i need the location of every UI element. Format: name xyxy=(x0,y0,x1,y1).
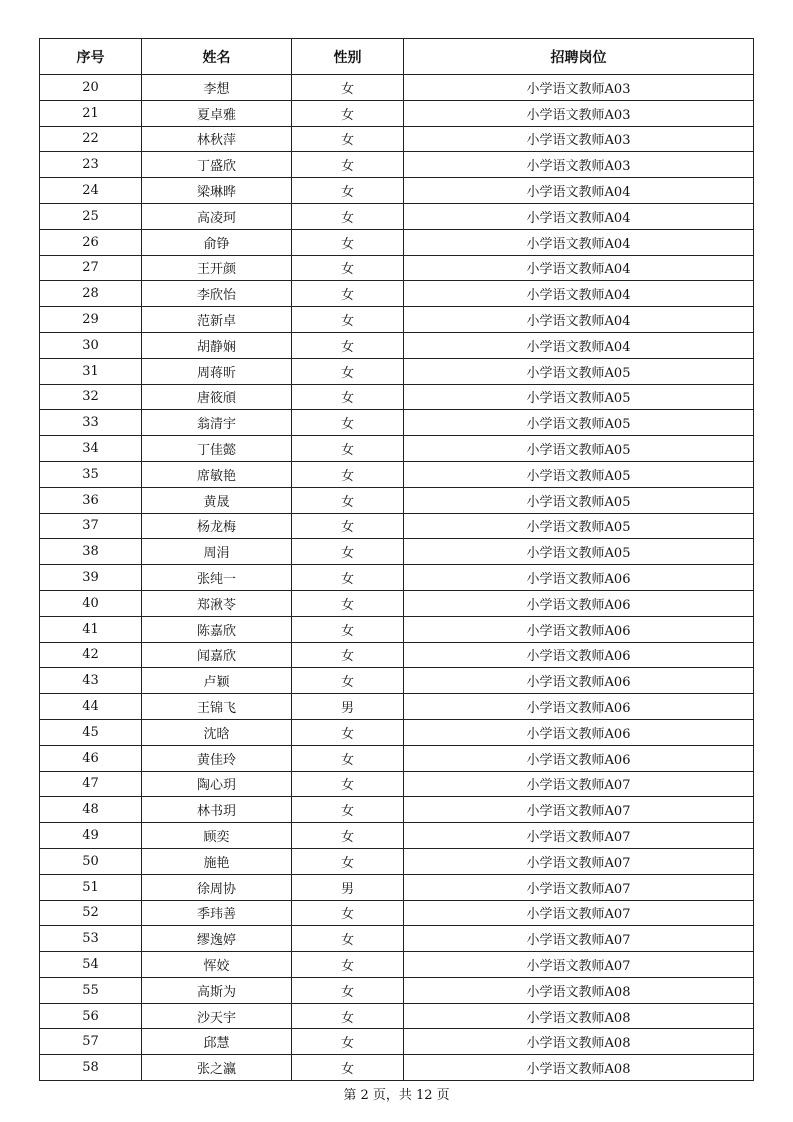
cell-name: 陶心玥 xyxy=(142,771,292,797)
cell-serial-number: 38 xyxy=(40,539,142,565)
cell-name: 林秋萍 xyxy=(142,126,292,152)
cell-position: 小学语文教师A07 xyxy=(404,952,754,978)
roster-table xyxy=(39,38,754,1081)
cell-gender: 女 xyxy=(292,513,404,539)
table-row xyxy=(40,1029,754,1055)
cell-gender: 女 xyxy=(292,952,404,978)
cell-name: 徐周协 xyxy=(142,874,292,900)
cell-gender: 女 xyxy=(292,1003,404,1029)
cell-serial-number: 47 xyxy=(40,771,142,797)
cell-position: 小学语文教师A03 xyxy=(404,100,754,126)
cell-name: 张之瀛 xyxy=(142,1055,292,1081)
cell-position: 小学语文教师A07 xyxy=(404,823,754,849)
cell-name: 林书玥 xyxy=(142,797,292,823)
cell-name: 郑湫苓 xyxy=(142,590,292,616)
cell-position: 小学语文教师A05 xyxy=(404,436,754,462)
cell-serial-number: 28 xyxy=(40,281,142,307)
cell-name: 张纯一 xyxy=(142,565,292,591)
cell-name: 李欣怡 xyxy=(142,281,292,307)
cell-position: 小学语文教师A08 xyxy=(404,1029,754,1055)
table-row xyxy=(40,823,754,849)
cell-name: 周涓 xyxy=(142,539,292,565)
table-row xyxy=(40,126,754,152)
table-row xyxy=(40,926,754,952)
cell-gender: 男 xyxy=(292,874,404,900)
table-row xyxy=(40,952,754,978)
table-row xyxy=(40,358,754,384)
cell-serial-number: 44 xyxy=(40,694,142,720)
cell-name: 丁盛欣 xyxy=(142,152,292,178)
cell-serial-number: 33 xyxy=(40,410,142,436)
cell-position: 小学语文教师A05 xyxy=(404,513,754,539)
cell-position: 小学语文教师A07 xyxy=(404,797,754,823)
cell-name: 俞铮 xyxy=(142,229,292,255)
cell-position: 小学语文教师A07 xyxy=(404,771,754,797)
cell-serial-number: 31 xyxy=(40,358,142,384)
cell-gender: 女 xyxy=(292,565,404,591)
cell-position: 小学语文教师A07 xyxy=(404,926,754,952)
cell-serial-number: 54 xyxy=(40,952,142,978)
cell-gender: 女 xyxy=(292,281,404,307)
cell-serial-number: 36 xyxy=(40,487,142,513)
cell-position: 小学语文教师A05 xyxy=(404,539,754,565)
cell-name: 周蒋昕 xyxy=(142,358,292,384)
table-row xyxy=(40,745,754,771)
cell-name: 王开颜 xyxy=(142,255,292,281)
table-row xyxy=(40,255,754,281)
table-row xyxy=(40,436,754,462)
cell-position: 小学语文教师A04 xyxy=(404,307,754,333)
table-row xyxy=(40,487,754,513)
cell-position: 小学语文教师A05 xyxy=(404,487,754,513)
cell-position: 小学语文教师A07 xyxy=(404,848,754,874)
cell-name: 卢颖 xyxy=(142,668,292,694)
cell-serial-number: 32 xyxy=(40,384,142,410)
cell-gender: 女 xyxy=(292,100,404,126)
table-row xyxy=(40,694,754,720)
cell-position: 小学语文教师A03 xyxy=(404,75,754,101)
cell-position: 小学语文教师A06 xyxy=(404,642,754,668)
cell-serial-number: 39 xyxy=(40,565,142,591)
table-row xyxy=(40,668,754,694)
cell-name: 施艳 xyxy=(142,848,292,874)
cell-serial-number: 57 xyxy=(40,1029,142,1055)
cell-name: 翁清宇 xyxy=(142,410,292,436)
table-row xyxy=(40,1003,754,1029)
table-row xyxy=(40,848,754,874)
table-row xyxy=(40,1055,754,1081)
cell-position: 小学语文教师A04 xyxy=(404,332,754,358)
cell-gender: 男 xyxy=(292,694,404,720)
page-footer: 第 2 页，共 12 页 xyxy=(343,1088,450,1103)
table-row xyxy=(40,307,754,333)
cell-name: 季玮善 xyxy=(142,900,292,926)
cell-gender: 女 xyxy=(292,1055,404,1081)
table-row xyxy=(40,229,754,255)
cell-name: 李想 xyxy=(142,75,292,101)
cell-serial-number: 50 xyxy=(40,848,142,874)
cell-serial-number: 41 xyxy=(40,616,142,642)
cell-name: 杨龙梅 xyxy=(142,513,292,539)
table-row xyxy=(40,977,754,1003)
cell-position: 小学语文教师A03 xyxy=(404,126,754,152)
header-position: 招聘岗位 xyxy=(404,39,754,75)
cell-serial-number: 21 xyxy=(40,100,142,126)
cell-gender: 女 xyxy=(292,410,404,436)
table-row xyxy=(40,281,754,307)
cell-position: 小学语文教师A06 xyxy=(404,719,754,745)
cell-gender: 女 xyxy=(292,487,404,513)
cell-serial-number: 24 xyxy=(40,178,142,204)
cell-gender: 女 xyxy=(292,977,404,1003)
cell-position: 小学语文教师A07 xyxy=(404,900,754,926)
cell-serial-number: 40 xyxy=(40,590,142,616)
cell-position: 小学语文教师A06 xyxy=(404,590,754,616)
cell-position: 小学语文教师A04 xyxy=(404,178,754,204)
table-row xyxy=(40,590,754,616)
cell-serial-number: 45 xyxy=(40,719,142,745)
cell-name: 夏卓雅 xyxy=(142,100,292,126)
cell-gender: 女 xyxy=(292,1029,404,1055)
cell-position: 小学语文教师A05 xyxy=(404,461,754,487)
cell-position: 小学语文教师A04 xyxy=(404,281,754,307)
cell-position: 小学语文教师A06 xyxy=(404,616,754,642)
cell-gender: 女 xyxy=(292,848,404,874)
cell-serial-number: 43 xyxy=(40,668,142,694)
cell-gender: 女 xyxy=(292,384,404,410)
table-row xyxy=(40,332,754,358)
cell-position: 小学语文教师A05 xyxy=(404,384,754,410)
cell-serial-number: 23 xyxy=(40,152,142,178)
cell-gender: 女 xyxy=(292,461,404,487)
cell-serial-number: 53 xyxy=(40,926,142,952)
cell-serial-number: 26 xyxy=(40,229,142,255)
cell-serial-number: 49 xyxy=(40,823,142,849)
cell-gender: 女 xyxy=(292,203,404,229)
cell-name: 沈晗 xyxy=(142,719,292,745)
cell-gender: 女 xyxy=(292,823,404,849)
cell-serial-number: 30 xyxy=(40,332,142,358)
cell-gender: 女 xyxy=(292,590,404,616)
cell-name: 唐筱頎 xyxy=(142,384,292,410)
cell-serial-number: 51 xyxy=(40,874,142,900)
cell-serial-number: 29 xyxy=(40,307,142,333)
cell-gender: 女 xyxy=(292,926,404,952)
cell-name: 黄晟 xyxy=(142,487,292,513)
cell-gender: 女 xyxy=(292,358,404,384)
cell-serial-number: 22 xyxy=(40,126,142,152)
cell-gender: 女 xyxy=(292,616,404,642)
cell-position: 小学语文教师A05 xyxy=(404,410,754,436)
cell-name: 闻嘉欣 xyxy=(142,642,292,668)
cell-serial-number: 35 xyxy=(40,461,142,487)
cell-position: 小学语文教师A06 xyxy=(404,668,754,694)
table-row xyxy=(40,513,754,539)
cell-gender: 女 xyxy=(292,771,404,797)
cell-gender: 女 xyxy=(292,745,404,771)
cell-gender: 女 xyxy=(292,539,404,565)
cell-position: 小学语文教师A08 xyxy=(404,1003,754,1029)
header-row xyxy=(40,39,754,75)
cell-name: 缪逸婷 xyxy=(142,926,292,952)
table-row xyxy=(40,797,754,823)
cell-serial-number: 55 xyxy=(40,977,142,1003)
table-row xyxy=(40,565,754,591)
cell-serial-number: 25 xyxy=(40,203,142,229)
table-row xyxy=(40,771,754,797)
header-name: 姓名 xyxy=(142,39,292,75)
table-row xyxy=(40,152,754,178)
cell-name: 胡静娴 xyxy=(142,332,292,358)
cell-name: 高凌珂 xyxy=(142,203,292,229)
cell-gender: 女 xyxy=(292,797,404,823)
cell-name: 沙天宇 xyxy=(142,1003,292,1029)
cell-position: 小学语文教师A04 xyxy=(404,255,754,281)
table-row xyxy=(40,719,754,745)
cell-gender: 女 xyxy=(292,229,404,255)
cell-position: 小学语文教师A06 xyxy=(404,694,754,720)
table-row xyxy=(40,100,754,126)
table-row xyxy=(40,178,754,204)
cell-name: 黄佳玲 xyxy=(142,745,292,771)
cell-serial-number: 56 xyxy=(40,1003,142,1029)
cell-position: 小学语文教师A05 xyxy=(404,358,754,384)
cell-serial-number: 42 xyxy=(40,642,142,668)
cell-gender: 女 xyxy=(292,900,404,926)
cell-position: 小学语文教师A04 xyxy=(404,229,754,255)
table-row xyxy=(40,539,754,565)
cell-gender: 女 xyxy=(292,255,404,281)
cell-serial-number: 34 xyxy=(40,436,142,462)
cell-position: 小学语文教师A08 xyxy=(404,977,754,1003)
table-row xyxy=(40,203,754,229)
header-serial-number: 序号 xyxy=(40,39,142,75)
cell-name: 范新卓 xyxy=(142,307,292,333)
cell-gender: 女 xyxy=(292,126,404,152)
table-row xyxy=(40,461,754,487)
cell-position: 小学语文教师A07 xyxy=(404,874,754,900)
cell-name: 席敏艳 xyxy=(142,461,292,487)
cell-position: 小学语文教师A06 xyxy=(404,565,754,591)
cell-name: 王锦飞 xyxy=(142,694,292,720)
cell-name: 顾奕 xyxy=(142,823,292,849)
cell-gender: 女 xyxy=(292,307,404,333)
cell-position: 小学语文教师A03 xyxy=(404,152,754,178)
cell-gender: 女 xyxy=(292,152,404,178)
cell-gender: 女 xyxy=(292,719,404,745)
cell-serial-number: 37 xyxy=(40,513,142,539)
cell-position: 小学语文教师A08 xyxy=(404,1055,754,1081)
cell-gender: 女 xyxy=(292,642,404,668)
cell-gender: 女 xyxy=(292,75,404,101)
table-row xyxy=(40,616,754,642)
cell-gender: 女 xyxy=(292,436,404,462)
cell-gender: 女 xyxy=(292,178,404,204)
cell-serial-number: 46 xyxy=(40,745,142,771)
cell-name: 陈嘉欣 xyxy=(142,616,292,642)
cell-gender: 女 xyxy=(292,668,404,694)
cell-serial-number: 20 xyxy=(40,75,142,101)
cell-name: 丁佳懿 xyxy=(142,436,292,462)
cell-position: 小学语文教师A04 xyxy=(404,203,754,229)
cell-name: 高斯为 xyxy=(142,977,292,1003)
cell-serial-number: 27 xyxy=(40,255,142,281)
cell-gender: 女 xyxy=(292,332,404,358)
table-row xyxy=(40,75,754,101)
table-row xyxy=(40,900,754,926)
table-row xyxy=(40,384,754,410)
header-gender: 性别 xyxy=(292,39,404,75)
cell-serial-number: 58 xyxy=(40,1055,142,1081)
cell-name: 邱慧 xyxy=(142,1029,292,1055)
table-row xyxy=(40,874,754,900)
cell-serial-number: 52 xyxy=(40,900,142,926)
table-row xyxy=(40,410,754,436)
cell-serial-number: 48 xyxy=(40,797,142,823)
cell-name: 梁琳晔 xyxy=(142,178,292,204)
cell-position: 小学语文教师A06 xyxy=(404,745,754,771)
cell-name: 恽姣 xyxy=(142,952,292,978)
table-row xyxy=(40,642,754,668)
